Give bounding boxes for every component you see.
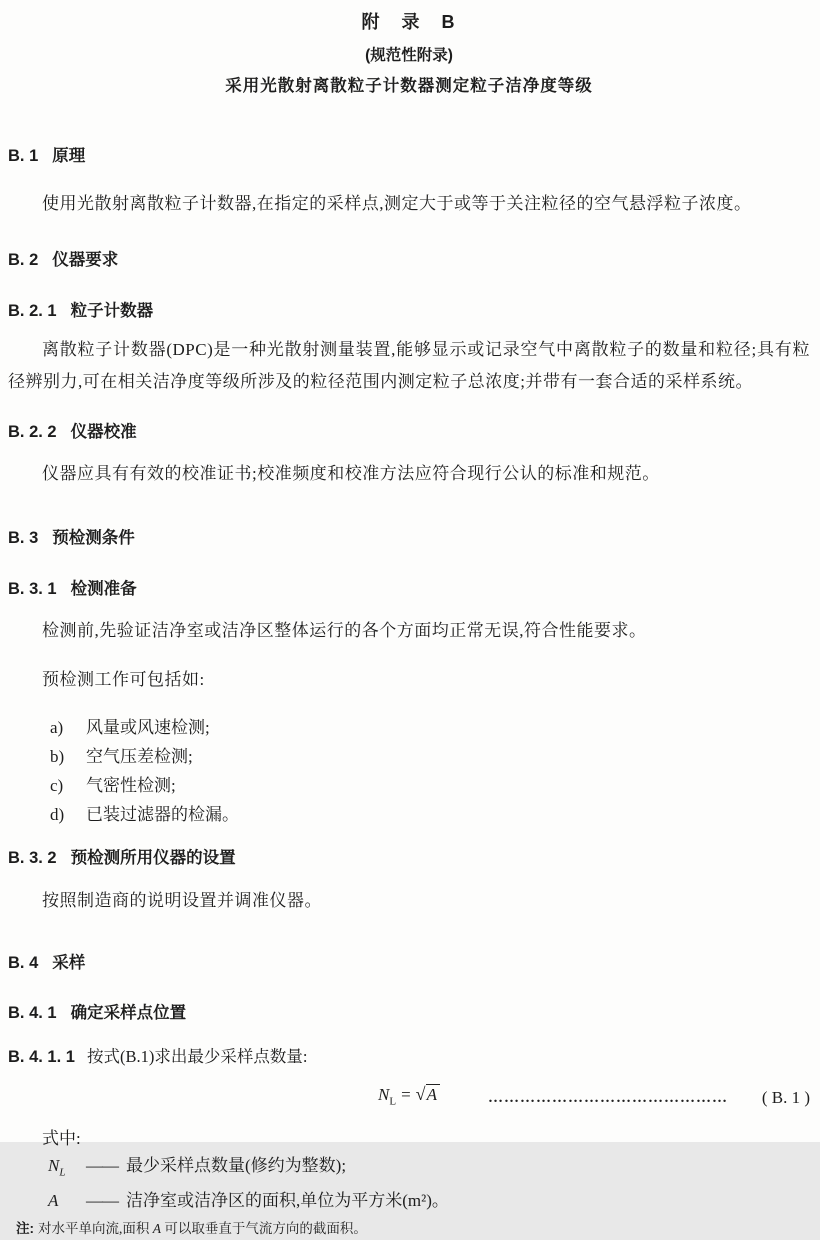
- paragraph-b22: 仪器应具有有效的校准证书;校准频度和校准方法应符合现行公认的标准和规范。: [42, 464, 660, 483]
- list-item: [8, 771, 810, 800]
- definition-dash: ——: [86, 1190, 118, 1210]
- section-heading-b4: [8, 949, 810, 973]
- section-title: 检测准备: [70, 580, 137, 598]
- note-label: 注:: [16, 1220, 34, 1236]
- equation-variable: N: [378, 1085, 390, 1104]
- section-number: B. 3. 1: [8, 580, 57, 598]
- list-item-label: c): [50, 776, 64, 795]
- definition-text: 洁净室或洁净区的面积,单位为平方米(m²)。: [126, 1190, 449, 1210]
- section-number: B. 1: [8, 147, 39, 165]
- list-item: [8, 800, 810, 829]
- section-number: B. 3: [8, 529, 39, 547]
- note-text: 对水平单向流,面积 A 可以取垂直于气流方向的截面积。: [38, 1220, 367, 1236]
- list-item-text: 风量或风速检测;: [86, 718, 210, 737]
- pretest-checklist: [8, 713, 810, 829]
- equation-label: ( B. 1 ): [761, 1087, 810, 1107]
- section-title: 采样: [52, 954, 86, 972]
- section-heading-b32: [8, 844, 810, 868]
- clause-number: B. 4. 1. 1: [8, 1048, 75, 1066]
- where-intro: 式中:: [42, 1129, 81, 1149]
- definition-nl: [8, 1152, 810, 1186]
- equation-b1: [8, 1081, 810, 1114]
- list-item-label: b): [50, 747, 65, 766]
- section-number: B. 3. 2: [8, 849, 57, 867]
- section-heading-b3: [8, 524, 810, 548]
- section-number: B. 2. 1: [8, 302, 57, 320]
- section-heading-b1: [8, 142, 810, 166]
- equals-sign: =: [401, 1085, 411, 1104]
- section-number: B. 2: [8, 251, 39, 269]
- list-item-text: 空气压差检测;: [86, 747, 193, 766]
- note: [8, 1218, 810, 1240]
- paragraph-b31-2: 预检测工作可包括如:: [42, 670, 205, 689]
- definition-a: [8, 1187, 810, 1214]
- list-item-label: a): [50, 718, 64, 737]
- annex-title: 附 录 B: [361, 12, 457, 32]
- section-title: 确定采样点位置: [70, 1004, 187, 1022]
- section-number: B. 4: [8, 954, 39, 972]
- radical-sign: √: [415, 1084, 426, 1104]
- equation-subscript: L: [389, 1095, 397, 1108]
- section-heading-b21: [8, 297, 810, 321]
- definition-text: 最少采样点数量(修约为整数);: [126, 1156, 347, 1176]
- list-item: [8, 742, 810, 771]
- note-variable: A: [152, 1220, 161, 1236]
- annex-heading: 采用光散射离散粒子计数器测定粒子洁净度等级: [225, 77, 593, 95]
- dotted-leader: ………………………………………: [487, 1089, 728, 1106]
- section-title: 预检测条件: [52, 529, 135, 547]
- paragraph-b1: 使用光散射离散粒子计数器,在指定的采样点,测定大于或等于关注粒径的空气悬浮粒子浓度。: [42, 194, 752, 213]
- equation-expression: [378, 1081, 440, 1114]
- definition-dash: ——: [86, 1156, 118, 1176]
- section-heading-b22: [8, 418, 810, 442]
- paragraph-b21: 离散粒子计数器(DPC)是一种光散射测量装置,能够显示或记录空气中离散粒子的数量和粒径;具有粒径辨别力,可在相关洁净度等级所涉及的粒径范围内测定粒子总浓度;并带有一套合适的采样系统。: [8, 340, 810, 391]
- section-heading-b2: [8, 246, 810, 270]
- definition-symbol: $N_L$: [48, 1156, 66, 1179]
- section-title: 仪器校准: [70, 423, 137, 441]
- section-title: 仪器要求: [52, 251, 119, 269]
- section-title: 原理: [52, 147, 86, 165]
- list-item-text: 已装过滤器的检漏。: [86, 805, 239, 824]
- annex-subtitle: (规范性附录): [365, 47, 453, 64]
- section-number: B. 2. 2: [8, 423, 57, 441]
- paragraph-b32: 按照制造商的说明设置并调准仪器。: [42, 891, 322, 910]
- section-number: B. 4. 1: [8, 1004, 57, 1022]
- clause-text: 按式(B.1)求出最少采样点数量:: [86, 1047, 308, 1066]
- list-item-text: 气密性检测;: [86, 776, 176, 795]
- section-heading-b31: [8, 575, 810, 599]
- paragraph-b31-1: 检测前,先验证洁净室或洁净区整体运行的各个方面均正常无误,符合性能要求。: [42, 621, 647, 640]
- definition-symbol: A: [48, 1190, 59, 1210]
- equation-radicand: A: [426, 1084, 440, 1104]
- list-item: [8, 713, 810, 742]
- section-title: 预检测所用仪器的设置: [70, 849, 236, 867]
- list-item-label: d): [50, 805, 65, 824]
- section-title: 粒子计数器: [70, 302, 154, 320]
- clause-b411: [8, 1043, 810, 1067]
- section-heading-b41: [8, 999, 810, 1023]
